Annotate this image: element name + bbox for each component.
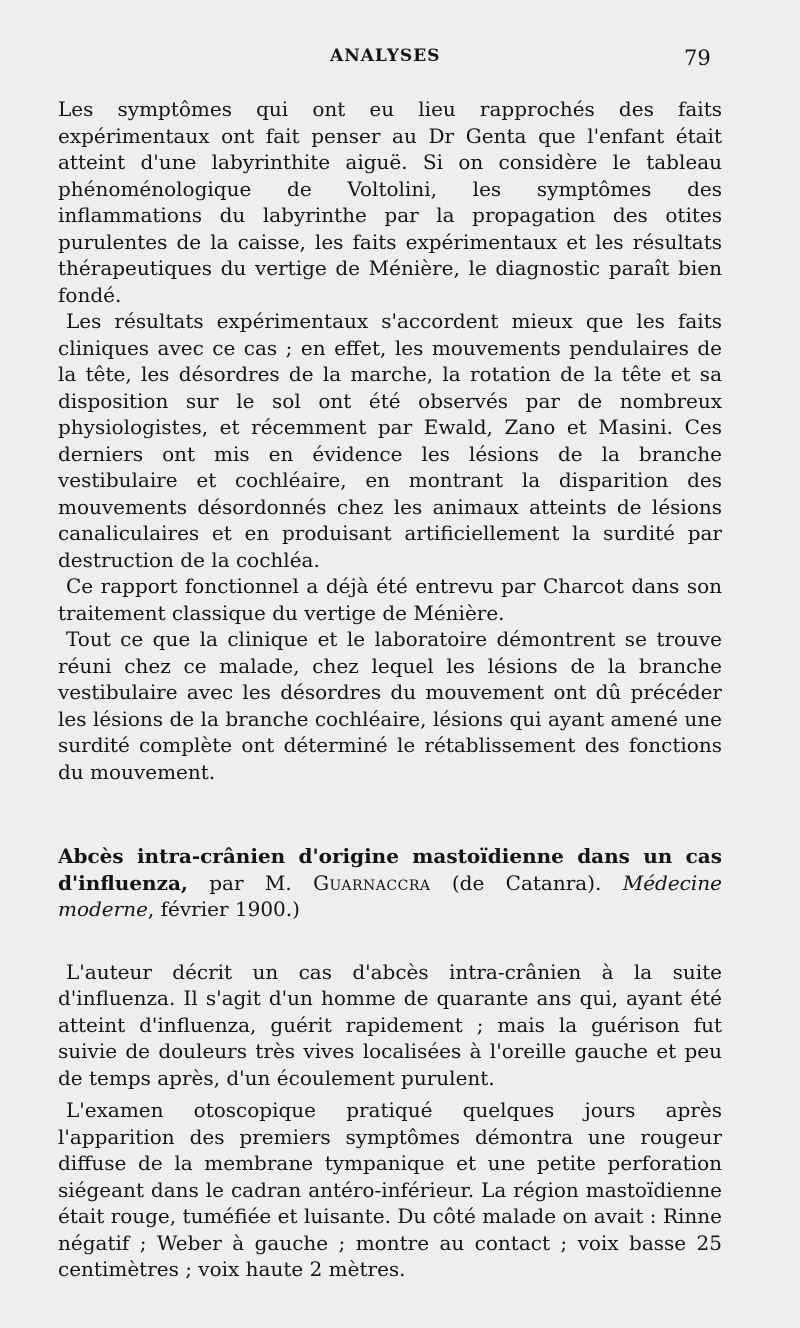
article-by: par M. <box>187 870 314 895</box>
article-title: Abcès intra-crânien d'origine mastoïdienne dans un cas d'influenza, <box>58 844 722 895</box>
paragraph: Tout ce que la clinique et le laboratoire démontrent se trouve réuni chez ce malade, chez lequel les lésions de la branche vestibulaire avec les désordres du mouvement ont dû précéder les lésions de la branche cochléaire, lésions qui ayant amené une surdité complète ont déterminé le rétablissement des fonctions du mouvement. <box>58 627 722 784</box>
article-heading <box>58 843 722 923</box>
article-journal: Médecine moderne <box>58 870 722 921</box>
article-date: , février 1900.) <box>147 897 300 921</box>
running-head <box>0 46 800 76</box>
article-place: (de Catanra). <box>430 870 623 895</box>
running-head-title: ANALYSES <box>330 46 441 66</box>
section-spacer <box>58 785 722 843</box>
article-author: Guarnaccra <box>313 870 431 895</box>
heading-spacer <box>58 923 722 959</box>
paragraph: Ce rapport fonctionnel a déjà été entrevu par Charcot dans son traitement classique du vertige de Ménière. <box>58 574 722 625</box>
paragraph: Les symptômes qui ont eu lieu rapprochés des faits expérimentaux ont fait penser au Dr Genta que l'enfant était atteint d'une labyrinthite aiguë. Si on considère le tableau phénoménologique de Voltolini, les symptômes des inflammations du labyrinthe par la propagation des otites purulentes de la caisse, les faits expérimentaux et les résultats thérapeutiques du vertige de Ménière, le diagnostic paraît bien fondé. <box>58 97 722 307</box>
paragraph: L'examen otoscopique pratiqué quelques jours après l'apparition des premiers symptômes démontra une rougeur diffuse de la membrane tympanique et une petite perforation siégeant dans le cadran antéro-inférieur. La région mastoïdienne était rouge, tuméfiée et luisante. Du côté malade on avait : Rinne négatif ; Weber à gauche ; montre au contact ; voix basse 25 centimètres ; voix haute 2 mètres. <box>58 1098 722 1281</box>
paragraph: Les résultats expérimentaux s'accordent mieux que les faits cliniques avec ce cas ; en effet, les mouvements pendulaires de la tête, les désordres de la marche, la rotation de la tête et sa disposition sur le sol ont été observés par de nombreux physiologistes, et récemment par Ewald, Zano et Masini. Ces derniers ont mis en évidence les lésions de la branche vestibulaire et cochléaire, en montrant la disparition des mouvements désordonnés chez les animaux atteints de lésions canaliculaires et en produisant artificiellement la surdité par destruction de la cochléa. <box>58 309 722 572</box>
paragraph: L'auteur décrit un cas d'abcès intra-crânien à la suite d'influenza. Il s'agit d'un homme de quarante ans qui, ayant été atteint d'influenza, guérit rapidement ; mais la guérison fut suivie de douleurs très vives localisées à l'oreille gauche et peu de temps après, d'un écoulement purulent. <box>58 959 722 1090</box>
page-body <box>58 96 722 1283</box>
page-number: 79 <box>684 46 711 70</box>
